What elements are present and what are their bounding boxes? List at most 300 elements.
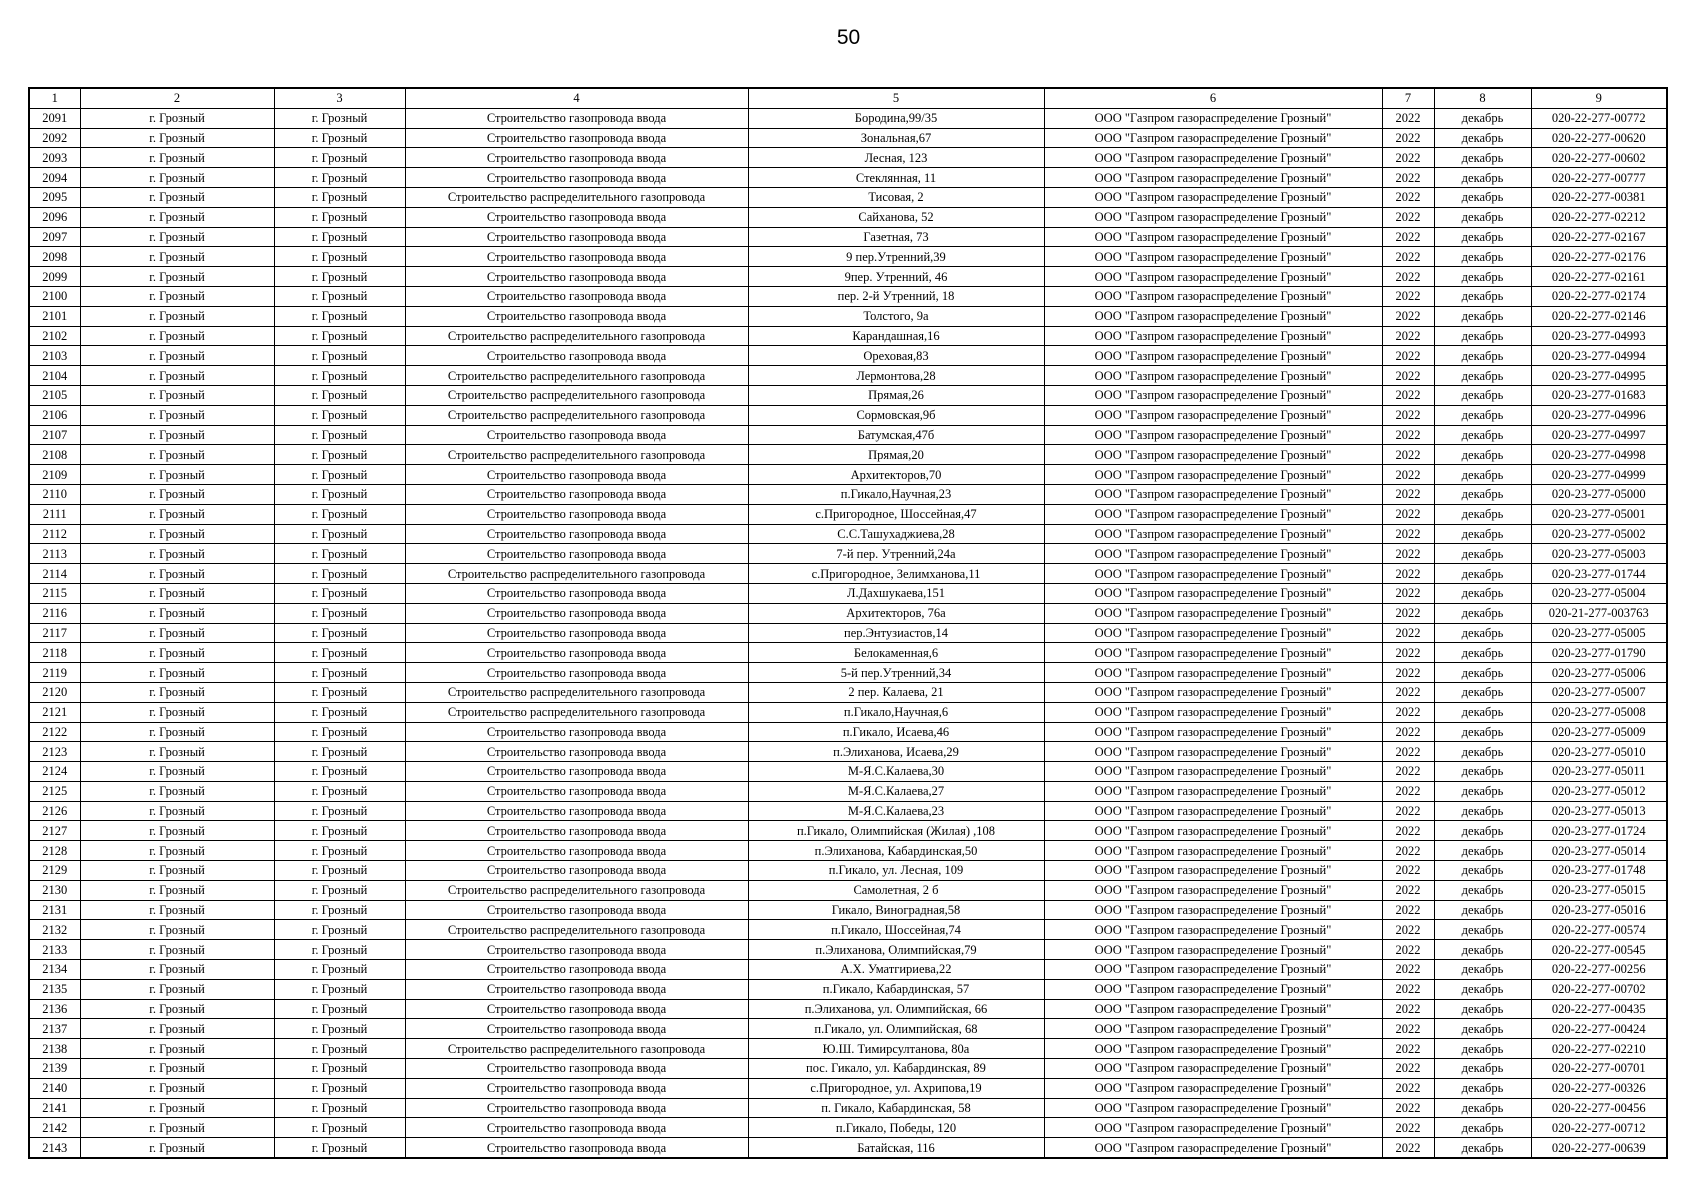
cell-year: 2022 (1382, 603, 1434, 623)
cell-organization: ООО "Газпром газораспределение Грозный" (1044, 999, 1382, 1019)
cell-year: 2022 (1382, 286, 1434, 306)
cell-year: 2022 (1382, 168, 1434, 188)
cell-settlement: г. Грозный (274, 603, 405, 623)
cell-settlement: г. Грозный (274, 148, 405, 168)
cell-number: 2124 (29, 762, 80, 782)
cell-year: 2022 (1382, 425, 1434, 445)
cell-organization: ООО "Газпром газораспределение Грозный" (1044, 900, 1382, 920)
cell-number: 2104 (29, 366, 80, 386)
cell-district: г. Грозный (80, 564, 274, 584)
table-body (29, 108, 1667, 1158)
cell-address: п.Гикало, Исаева,46 (748, 722, 1044, 742)
cell-year: 2022 (1382, 207, 1434, 227)
cell-month: декабрь (1434, 187, 1531, 207)
cell-year: 2022 (1382, 385, 1434, 405)
cell-work-type: Строительство распределительного газопровода (405, 564, 748, 584)
cell-work-type: Строительство газопровода ввода (405, 940, 748, 960)
cell-year: 2022 (1382, 1019, 1434, 1039)
cell-year: 2022 (1382, 663, 1434, 683)
cell-district: г. Грозный (80, 603, 274, 623)
cell-district: г. Грозный (80, 445, 274, 465)
cell-month: декабрь (1434, 524, 1531, 544)
cell-work-type: Строительство газопровода ввода (405, 1059, 748, 1079)
cell-work-type: Строительство газопровода ввода (405, 267, 748, 287)
cell-district: г. Грозный (80, 960, 274, 980)
cell-permit-number: 020-23-277-05015 (1531, 880, 1667, 900)
cell-organization: ООО "Газпром газораспределение Грозный" (1044, 880, 1382, 900)
cell-organization: ООО "Газпром газораспределение Грозный" (1044, 960, 1382, 980)
cell-month: декабрь (1434, 1078, 1531, 1098)
cell-permit-number: 020-23-277-05013 (1531, 801, 1667, 821)
cell-work-type: Строительство газопровода ввода (405, 861, 748, 881)
cell-month: декабрь (1434, 722, 1531, 742)
cell-address: п.Элиханова, Исаева,29 (748, 742, 1044, 762)
cell-month: декабрь (1434, 643, 1531, 663)
cell-number: 2128 (29, 841, 80, 861)
cell-work-type: Строительство распределительного газопровода (405, 920, 748, 940)
cell-month: декабрь (1434, 247, 1531, 267)
cell-year: 2022 (1382, 643, 1434, 663)
cell-organization: ООО "Газпром газораспределение Грозный" (1044, 603, 1382, 623)
cell-number: 2116 (29, 603, 80, 623)
cell-district: г. Грозный (80, 1019, 274, 1039)
cell-month: декабрь (1434, 742, 1531, 762)
cell-district: г. Грозный (80, 1039, 274, 1059)
cell-settlement: г. Грозный (274, 880, 405, 900)
cell-district: г. Грозный (80, 623, 274, 643)
cell-month: декабрь (1434, 286, 1531, 306)
cell-year: 2022 (1382, 682, 1434, 702)
cell-permit-number: 020-23-277-05014 (1531, 841, 1667, 861)
cell-number: 2131 (29, 900, 80, 920)
cell-work-type: Строительство газопровода ввода (405, 960, 748, 980)
cell-organization: ООО "Газпром газораспределение Грозный" (1044, 425, 1382, 445)
cell-year: 2022 (1382, 999, 1434, 1019)
cell-year: 2022 (1382, 1039, 1434, 1059)
cell-number: 2139 (29, 1059, 80, 1079)
cell-organization: ООО "Газпром газораспределение Грозный" (1044, 702, 1382, 722)
cell-address: с.Пригородное, Зелимханова,11 (748, 564, 1044, 584)
column-header: 2 (80, 88, 274, 108)
table-row (29, 346, 1667, 366)
cell-work-type: Строительство распределительного газопровода (405, 405, 748, 425)
cell-work-type: Строительство газопровода ввода (405, 1078, 748, 1098)
cell-district: г. Грозный (80, 425, 274, 445)
cell-work-type: Строительство газопровода ввода (405, 583, 748, 603)
cell-address: 9пер. Утренний, 46 (748, 267, 1044, 287)
cell-number: 2120 (29, 682, 80, 702)
cell-district: г. Грозный (80, 702, 274, 722)
cell-permit-number: 020-23-277-01790 (1531, 643, 1667, 663)
table-row (29, 484, 1667, 504)
cell-month: декабрь (1434, 960, 1531, 980)
cell-district: г. Грозный (80, 108, 274, 128)
cell-year: 2022 (1382, 940, 1434, 960)
cell-year: 2022 (1382, 524, 1434, 544)
cell-address: пос. Гикало, ул. Кабардинская, 89 (748, 1059, 1044, 1079)
table-row (29, 1138, 1667, 1158)
cell-year: 2022 (1382, 722, 1434, 742)
cell-year: 2022 (1382, 920, 1434, 940)
table-row (29, 880, 1667, 900)
cell-permit-number: 020-23-277-05010 (1531, 742, 1667, 762)
cell-work-type: Строительство газопровода ввода (405, 148, 748, 168)
cell-work-type: Строительство распределительного газопровода (405, 445, 748, 465)
cell-year: 2022 (1382, 564, 1434, 584)
column-header: 8 (1434, 88, 1531, 108)
cell-number: 2107 (29, 425, 80, 445)
cell-work-type: Строительство распределительного газопровода (405, 385, 748, 405)
cell-district: г. Грозный (80, 880, 274, 900)
cell-district: г. Грозный (80, 801, 274, 821)
cell-work-type: Строительство газопровода ввода (405, 128, 748, 148)
page-number: 50 (836, 26, 861, 49)
cell-settlement: г. Грозный (274, 682, 405, 702)
cell-month: декабрь (1434, 1138, 1531, 1158)
cell-permit-number: 020-23-277-04999 (1531, 465, 1667, 485)
cell-settlement: г. Грозный (274, 841, 405, 861)
cell-permit-number: 020-23-277-01744 (1531, 564, 1667, 584)
cell-work-type: Строительство газопровода ввода (405, 663, 748, 683)
cell-district: г. Грозный (80, 306, 274, 326)
cell-address: п.Гикало, Победы, 120 (748, 1118, 1044, 1138)
cell-permit-number: 020-22-277-00435 (1531, 999, 1667, 1019)
cell-work-type: Строительство газопровода ввода (405, 1019, 748, 1039)
cell-month: декабрь (1434, 762, 1531, 782)
cell-number: 2119 (29, 663, 80, 683)
cell-organization: ООО "Газпром газораспределение Грозный" (1044, 247, 1382, 267)
cell-settlement: г. Грозный (274, 821, 405, 841)
cell-settlement: г. Грозный (274, 346, 405, 366)
cell-number: 2109 (29, 465, 80, 485)
cell-work-type: Строительство газопровода ввода (405, 544, 748, 564)
cell-address: А.Х. Уматгириева,22 (748, 960, 1044, 980)
cell-permit-number: 020-23-277-05005 (1531, 623, 1667, 643)
table-row (29, 524, 1667, 544)
cell-work-type: Строительство газопровода ввода (405, 999, 748, 1019)
cell-district: г. Грозный (80, 148, 274, 168)
cell-district: г. Грозный (80, 544, 274, 564)
cell-district: г. Грозный (80, 366, 274, 386)
cell-settlement: г. Грозный (274, 247, 405, 267)
cell-work-type: Строительство газопровода ввода (405, 465, 748, 485)
cell-organization: ООО "Газпром газораспределение Грозный" (1044, 564, 1382, 584)
cell-work-type: Строительство газопровода ввода (405, 425, 748, 445)
cell-permit-number: 020-23-277-05007 (1531, 682, 1667, 702)
cell-permit-number: 020-21-277-003763 (1531, 603, 1667, 623)
cell-district: г. Грозный (80, 484, 274, 504)
cell-district: г. Грозный (80, 1098, 274, 1118)
cell-settlement: г. Грозный (274, 979, 405, 999)
cell-organization: ООО "Газпром газораспределение Грозный" (1044, 306, 1382, 326)
cell-year: 2022 (1382, 781, 1434, 801)
cell-work-type: Строительство газопровода ввода (405, 979, 748, 999)
table-row (29, 425, 1667, 445)
table-row (29, 247, 1667, 267)
cell-settlement: г. Грозный (274, 1078, 405, 1098)
cell-district: г. Грозный (80, 861, 274, 881)
cell-year: 2022 (1382, 1078, 1434, 1098)
cell-organization: ООО "Газпром газораспределение Грозный" (1044, 465, 1382, 485)
cell-district: г. Грозный (80, 900, 274, 920)
cell-work-type: Строительство газопровода ввода (405, 623, 748, 643)
cell-work-type: Строительство газопровода ввода (405, 207, 748, 227)
cell-month: декабрь (1434, 306, 1531, 326)
cell-number: 2114 (29, 564, 80, 584)
cell-year: 2022 (1382, 128, 1434, 148)
cell-settlement: г. Грозный (274, 1138, 405, 1158)
cell-organization: ООО "Газпром газораспределение Грозный" (1044, 1138, 1382, 1158)
cell-settlement: г. Грозный (274, 524, 405, 544)
cell-permit-number: 020-22-277-02161 (1531, 267, 1667, 287)
cell-organization: ООО "Газпром газораспределение Грозный" (1044, 366, 1382, 386)
cell-month: декабрь (1434, 148, 1531, 168)
table-row (29, 108, 1667, 128)
cell-year: 2022 (1382, 1059, 1434, 1079)
cell-settlement: г. Грозный (274, 326, 405, 346)
cell-month: декабрь (1434, 841, 1531, 861)
cell-month: декабрь (1434, 979, 1531, 999)
cell-organization: ООО "Газпром газораспределение Грозный" (1044, 108, 1382, 128)
cell-work-type: Строительство газопровода ввода (405, 781, 748, 801)
table-row (29, 1098, 1667, 1118)
cell-permit-number: 020-23-277-04994 (1531, 346, 1667, 366)
cell-district: г. Грозный (80, 385, 274, 405)
cell-permit-number: 020-23-277-01683 (1531, 385, 1667, 405)
header-row (29, 88, 1667, 108)
cell-month: декабрь (1434, 781, 1531, 801)
column-header: 4 (405, 88, 748, 108)
cell-permit-number: 020-23-277-01724 (1531, 821, 1667, 841)
cell-number: 2136 (29, 999, 80, 1019)
cell-district: г. Грозный (80, 286, 274, 306)
cell-month: декабрь (1434, 1118, 1531, 1138)
table-row (29, 168, 1667, 188)
cell-address: Ореховая,83 (748, 346, 1044, 366)
cell-work-type: Строительство газопровода ввода (405, 484, 748, 504)
cell-number: 2132 (29, 920, 80, 940)
cell-number: 2101 (29, 306, 80, 326)
cell-work-type: Строительство распределительного газопровода (405, 1039, 748, 1059)
cell-permit-number: 020-23-277-04998 (1531, 445, 1667, 465)
cell-month: декабрь (1434, 385, 1531, 405)
cell-organization: ООО "Газпром газораспределение Грозный" (1044, 286, 1382, 306)
cell-year: 2022 (1382, 247, 1434, 267)
cell-work-type: Строительство газопровода ввода (405, 168, 748, 188)
table-row (29, 306, 1667, 326)
cell-settlement: г. Грозный (274, 544, 405, 564)
cell-district: г. Грозный (80, 781, 274, 801)
cell-district: г. Грозный (80, 841, 274, 861)
table-row (29, 920, 1667, 940)
cell-permit-number: 020-22-277-02167 (1531, 227, 1667, 247)
cell-work-type: Строительство газопровода ввода (405, 603, 748, 623)
cell-number: 2094 (29, 168, 80, 188)
cell-district: г. Грозный (80, 920, 274, 940)
cell-address: Бородина,99/35 (748, 108, 1044, 128)
cell-permit-number: 020-22-277-00256 (1531, 960, 1667, 980)
cell-settlement: г. Грозный (274, 999, 405, 1019)
cell-address: 9 пер.Утренний,39 (748, 247, 1044, 267)
cell-settlement: г. Грозный (274, 187, 405, 207)
cell-address: М-Я.С.Калаева,27 (748, 781, 1044, 801)
cell-district: г. Грозный (80, 504, 274, 524)
cell-month: декабрь (1434, 465, 1531, 485)
cell-district: г. Грозный (80, 643, 274, 663)
table-row (29, 999, 1667, 1019)
cell-number: 2133 (29, 940, 80, 960)
cell-address: с.Пригородное, ул. Ахрипова,19 (748, 1078, 1044, 1098)
cell-year: 2022 (1382, 762, 1434, 782)
cell-address: М-Я.С.Калаева,23 (748, 801, 1044, 821)
cell-settlement: г. Грозный (274, 484, 405, 504)
cell-work-type: Строительство газопровода ввода (405, 524, 748, 544)
cell-district: г. Грозный (80, 227, 274, 247)
cell-work-type: Строительство газопровода ввода (405, 1098, 748, 1118)
cell-number: 2100 (29, 286, 80, 306)
cell-address: 7-й пер. Утренний,24а (748, 544, 1044, 564)
cell-number: 2129 (29, 861, 80, 881)
cell-organization: ООО "Газпром газораспределение Грозный" (1044, 663, 1382, 683)
cell-month: декабрь (1434, 861, 1531, 881)
cell-permit-number: 020-23-277-05003 (1531, 544, 1667, 564)
cell-settlement: г. Грозный (274, 504, 405, 524)
cell-address: Прямая,20 (748, 445, 1044, 465)
cell-year: 2022 (1382, 880, 1434, 900)
cell-settlement: г. Грозный (274, 445, 405, 465)
cell-month: декабрь (1434, 1019, 1531, 1039)
cell-organization: ООО "Газпром газораспределение Грозный" (1044, 742, 1382, 762)
table-row (29, 583, 1667, 603)
cell-month: декабрь (1434, 900, 1531, 920)
cell-year: 2022 (1382, 445, 1434, 465)
cell-address: Л.Дахшукаева,151 (748, 583, 1044, 603)
table-row (29, 801, 1667, 821)
table-row (29, 742, 1667, 762)
cell-district: г. Грозный (80, 979, 274, 999)
table-row (29, 564, 1667, 584)
cell-year: 2022 (1382, 583, 1434, 603)
cell-district: г. Грозный (80, 326, 274, 346)
column-header: 5 (748, 88, 1044, 108)
table-row (29, 682, 1667, 702)
cell-address: Тисовая, 2 (748, 187, 1044, 207)
cell-district: г. Грозный (80, 524, 274, 544)
cell-year: 2022 (1382, 465, 1434, 485)
cell-address: Самолетная, 2 б (748, 880, 1044, 900)
cell-organization: ООО "Газпром газораспределение Грозный" (1044, 643, 1382, 663)
cell-organization: ООО "Газпром газораспределение Грозный" (1044, 841, 1382, 861)
cell-settlement: г. Грозный (274, 920, 405, 940)
cell-settlement: г. Грозный (274, 960, 405, 980)
cell-address: пер.Энтузиастов,14 (748, 623, 1044, 643)
table-row (29, 722, 1667, 742)
cell-month: декабрь (1434, 702, 1531, 722)
cell-district: г. Грозный (80, 583, 274, 603)
cell-year: 2022 (1382, 702, 1434, 722)
cell-organization: ООО "Газпром газораспределение Грозный" (1044, 346, 1382, 366)
cell-year: 2022 (1382, 306, 1434, 326)
register-table (28, 87, 1668, 1159)
cell-organization: ООО "Газпром газораспределение Грозный" (1044, 722, 1382, 742)
cell-address: пер. 2-й Утренний, 18 (748, 286, 1044, 306)
cell-month: декабрь (1434, 940, 1531, 960)
cell-settlement: г. Грозный (274, 861, 405, 881)
cell-number: 2108 (29, 445, 80, 465)
cell-settlement: г. Грозный (274, 385, 405, 405)
cell-permit-number: 020-23-277-05016 (1531, 900, 1667, 920)
column-header: 6 (1044, 88, 1382, 108)
table-row (29, 148, 1667, 168)
table-row (29, 465, 1667, 485)
cell-settlement: г. Грозный (274, 1118, 405, 1138)
cell-month: декабрь (1434, 663, 1531, 683)
cell-address: п. Гикало, Кабардинская, 58 (748, 1098, 1044, 1118)
cell-permit-number: 020-23-277-04996 (1531, 405, 1667, 425)
cell-year: 2022 (1382, 326, 1434, 346)
cell-month: декабрь (1434, 564, 1531, 584)
cell-month: декабрь (1434, 583, 1531, 603)
cell-number: 2105 (29, 385, 80, 405)
cell-organization: ООО "Газпром газораспределение Грозный" (1044, 128, 1382, 148)
table-row (29, 960, 1667, 980)
table-row (29, 861, 1667, 881)
cell-work-type: Строительство газопровода ввода (405, 742, 748, 762)
cell-address: п.Элиханова, Олимпийская,79 (748, 940, 1044, 960)
cell-number: 2142 (29, 1118, 80, 1138)
cell-settlement: г. Грозный (274, 1039, 405, 1059)
cell-district: г. Грозный (80, 1138, 274, 1158)
cell-district: г. Грозный (80, 168, 274, 188)
cell-permit-number: 020-22-277-00381 (1531, 187, 1667, 207)
table-row (29, 1078, 1667, 1098)
cell-work-type: Строительство распределительного газопровода (405, 326, 748, 346)
cell-month: декабрь (1434, 207, 1531, 227)
cell-organization: ООО "Газпром газораспределение Грозный" (1044, 504, 1382, 524)
table-row (29, 940, 1667, 960)
cell-number: 2093 (29, 148, 80, 168)
cell-work-type: Строительство газопровода ввода (405, 504, 748, 524)
cell-number: 2134 (29, 960, 80, 980)
cell-month: декабрь (1434, 920, 1531, 940)
cell-settlement: г. Грозный (274, 286, 405, 306)
cell-work-type: Строительство газопровода ввода (405, 108, 748, 128)
cell-number: 2092 (29, 128, 80, 148)
cell-month: декабрь (1434, 445, 1531, 465)
cell-permit-number: 020-22-277-00574 (1531, 920, 1667, 940)
cell-district: г. Грозный (80, 722, 274, 742)
cell-permit-number: 020-22-277-00545 (1531, 940, 1667, 960)
cell-number: 2122 (29, 722, 80, 742)
cell-settlement: г. Грозный (274, 801, 405, 821)
cell-number: 2137 (29, 1019, 80, 1039)
cell-year: 2022 (1382, 821, 1434, 841)
cell-permit-number: 020-22-277-00702 (1531, 979, 1667, 999)
column-header: 1 (29, 88, 80, 108)
cell-month: декабрь (1434, 623, 1531, 643)
table-row (29, 821, 1667, 841)
table-row (29, 1059, 1667, 1079)
cell-year: 2022 (1382, 405, 1434, 425)
cell-district: г. Грозный (80, 821, 274, 841)
cell-month: декабрь (1434, 801, 1531, 821)
cell-work-type: Строительство распределительного газопровода (405, 880, 748, 900)
cell-number: 2126 (29, 801, 80, 821)
table-row (29, 207, 1667, 227)
table-row (29, 979, 1667, 999)
cell-number: 2123 (29, 742, 80, 762)
cell-work-type: Строительство газопровода ввода (405, 227, 748, 247)
